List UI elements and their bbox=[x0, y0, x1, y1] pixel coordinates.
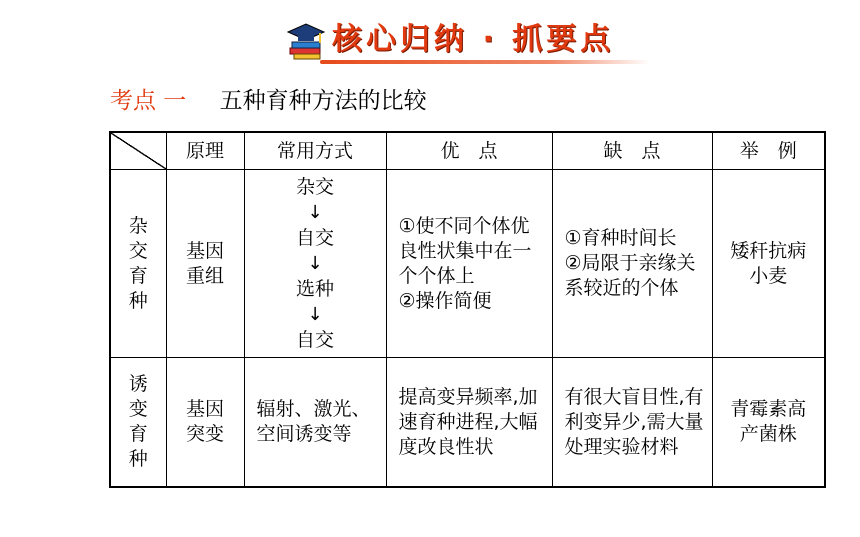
section-heading bbox=[110, 82, 427, 115]
method-text: 辐射、激光、空间诱变等 bbox=[256, 398, 371, 445]
disadvantages-cell bbox=[552, 170, 712, 358]
corner-diagonal-cell bbox=[110, 132, 166, 170]
banner-title: 核心归纳 · 抓要点 bbox=[332, 22, 615, 57]
principle-cell bbox=[166, 170, 244, 358]
header-banner bbox=[280, 8, 650, 70]
header-method: 常用方式 bbox=[244, 132, 386, 170]
table-header-row bbox=[110, 132, 825, 170]
section-label: 考点 一 bbox=[110, 88, 187, 114]
principle-text: 基因突变 bbox=[185, 398, 224, 445]
row-name: 诱变育种 bbox=[128, 373, 148, 470]
section-topic: 五种育种方法的比较 bbox=[219, 88, 427, 114]
header-principle: 原理 bbox=[166, 132, 244, 170]
advantage-item: 提高变异频率,加速育种进程,大幅度改良性状 bbox=[398, 385, 538, 458]
advantages-cell bbox=[386, 358, 552, 488]
row-name-cell bbox=[110, 170, 166, 358]
method-cell bbox=[244, 358, 386, 488]
flow-step: 自交 bbox=[295, 226, 334, 249]
principle-text: 基因重组 bbox=[185, 239, 224, 287]
header-disadvantages: 缺 点 bbox=[552, 132, 712, 170]
arrow-down-icon: ↓ bbox=[307, 201, 323, 223]
arrow-down-icon: ↓ bbox=[307, 303, 323, 325]
principle-cell bbox=[166, 358, 244, 488]
flow-step: 杂交 bbox=[295, 175, 334, 198]
disadvantage-item: ②局限于亲缘关系较近的个体 bbox=[564, 252, 696, 299]
example-text: 青霉素高产菌株 bbox=[730, 398, 807, 445]
table-row bbox=[110, 170, 825, 358]
method-cell bbox=[244, 170, 386, 358]
advantage-item: ②操作简便 bbox=[398, 289, 492, 312]
example-cell bbox=[712, 358, 825, 488]
graduation-cap-books-icon bbox=[284, 18, 328, 62]
advantage-item: ①使不同个体优良性状集中在一个个体上 bbox=[398, 214, 532, 287]
flow-step: 选种 bbox=[295, 277, 334, 300]
method-flow bbox=[245, 175, 386, 353]
table-row bbox=[110, 358, 825, 488]
arrow-down-icon: ↓ bbox=[307, 252, 323, 274]
banner-underline bbox=[320, 60, 650, 64]
comparison-table bbox=[109, 131, 826, 488]
advantages-cell bbox=[386, 170, 552, 358]
header-advantages: 优 点 bbox=[386, 132, 552, 170]
disadvantage-item: 有很大盲目性,有利变异少,需大量处理实验材料 bbox=[564, 385, 704, 458]
flow-step: 自交 bbox=[295, 328, 334, 351]
row-name-cell bbox=[110, 358, 166, 488]
example-text: 矮秆抗病小麦 bbox=[730, 239, 807, 287]
disadvantages-cell bbox=[552, 358, 712, 488]
header-example: 举 例 bbox=[712, 132, 825, 170]
example-cell bbox=[712, 170, 825, 358]
row-name: 杂交育种 bbox=[128, 214, 148, 312]
disadvantage-item: ①育种时间长 bbox=[564, 227, 677, 249]
